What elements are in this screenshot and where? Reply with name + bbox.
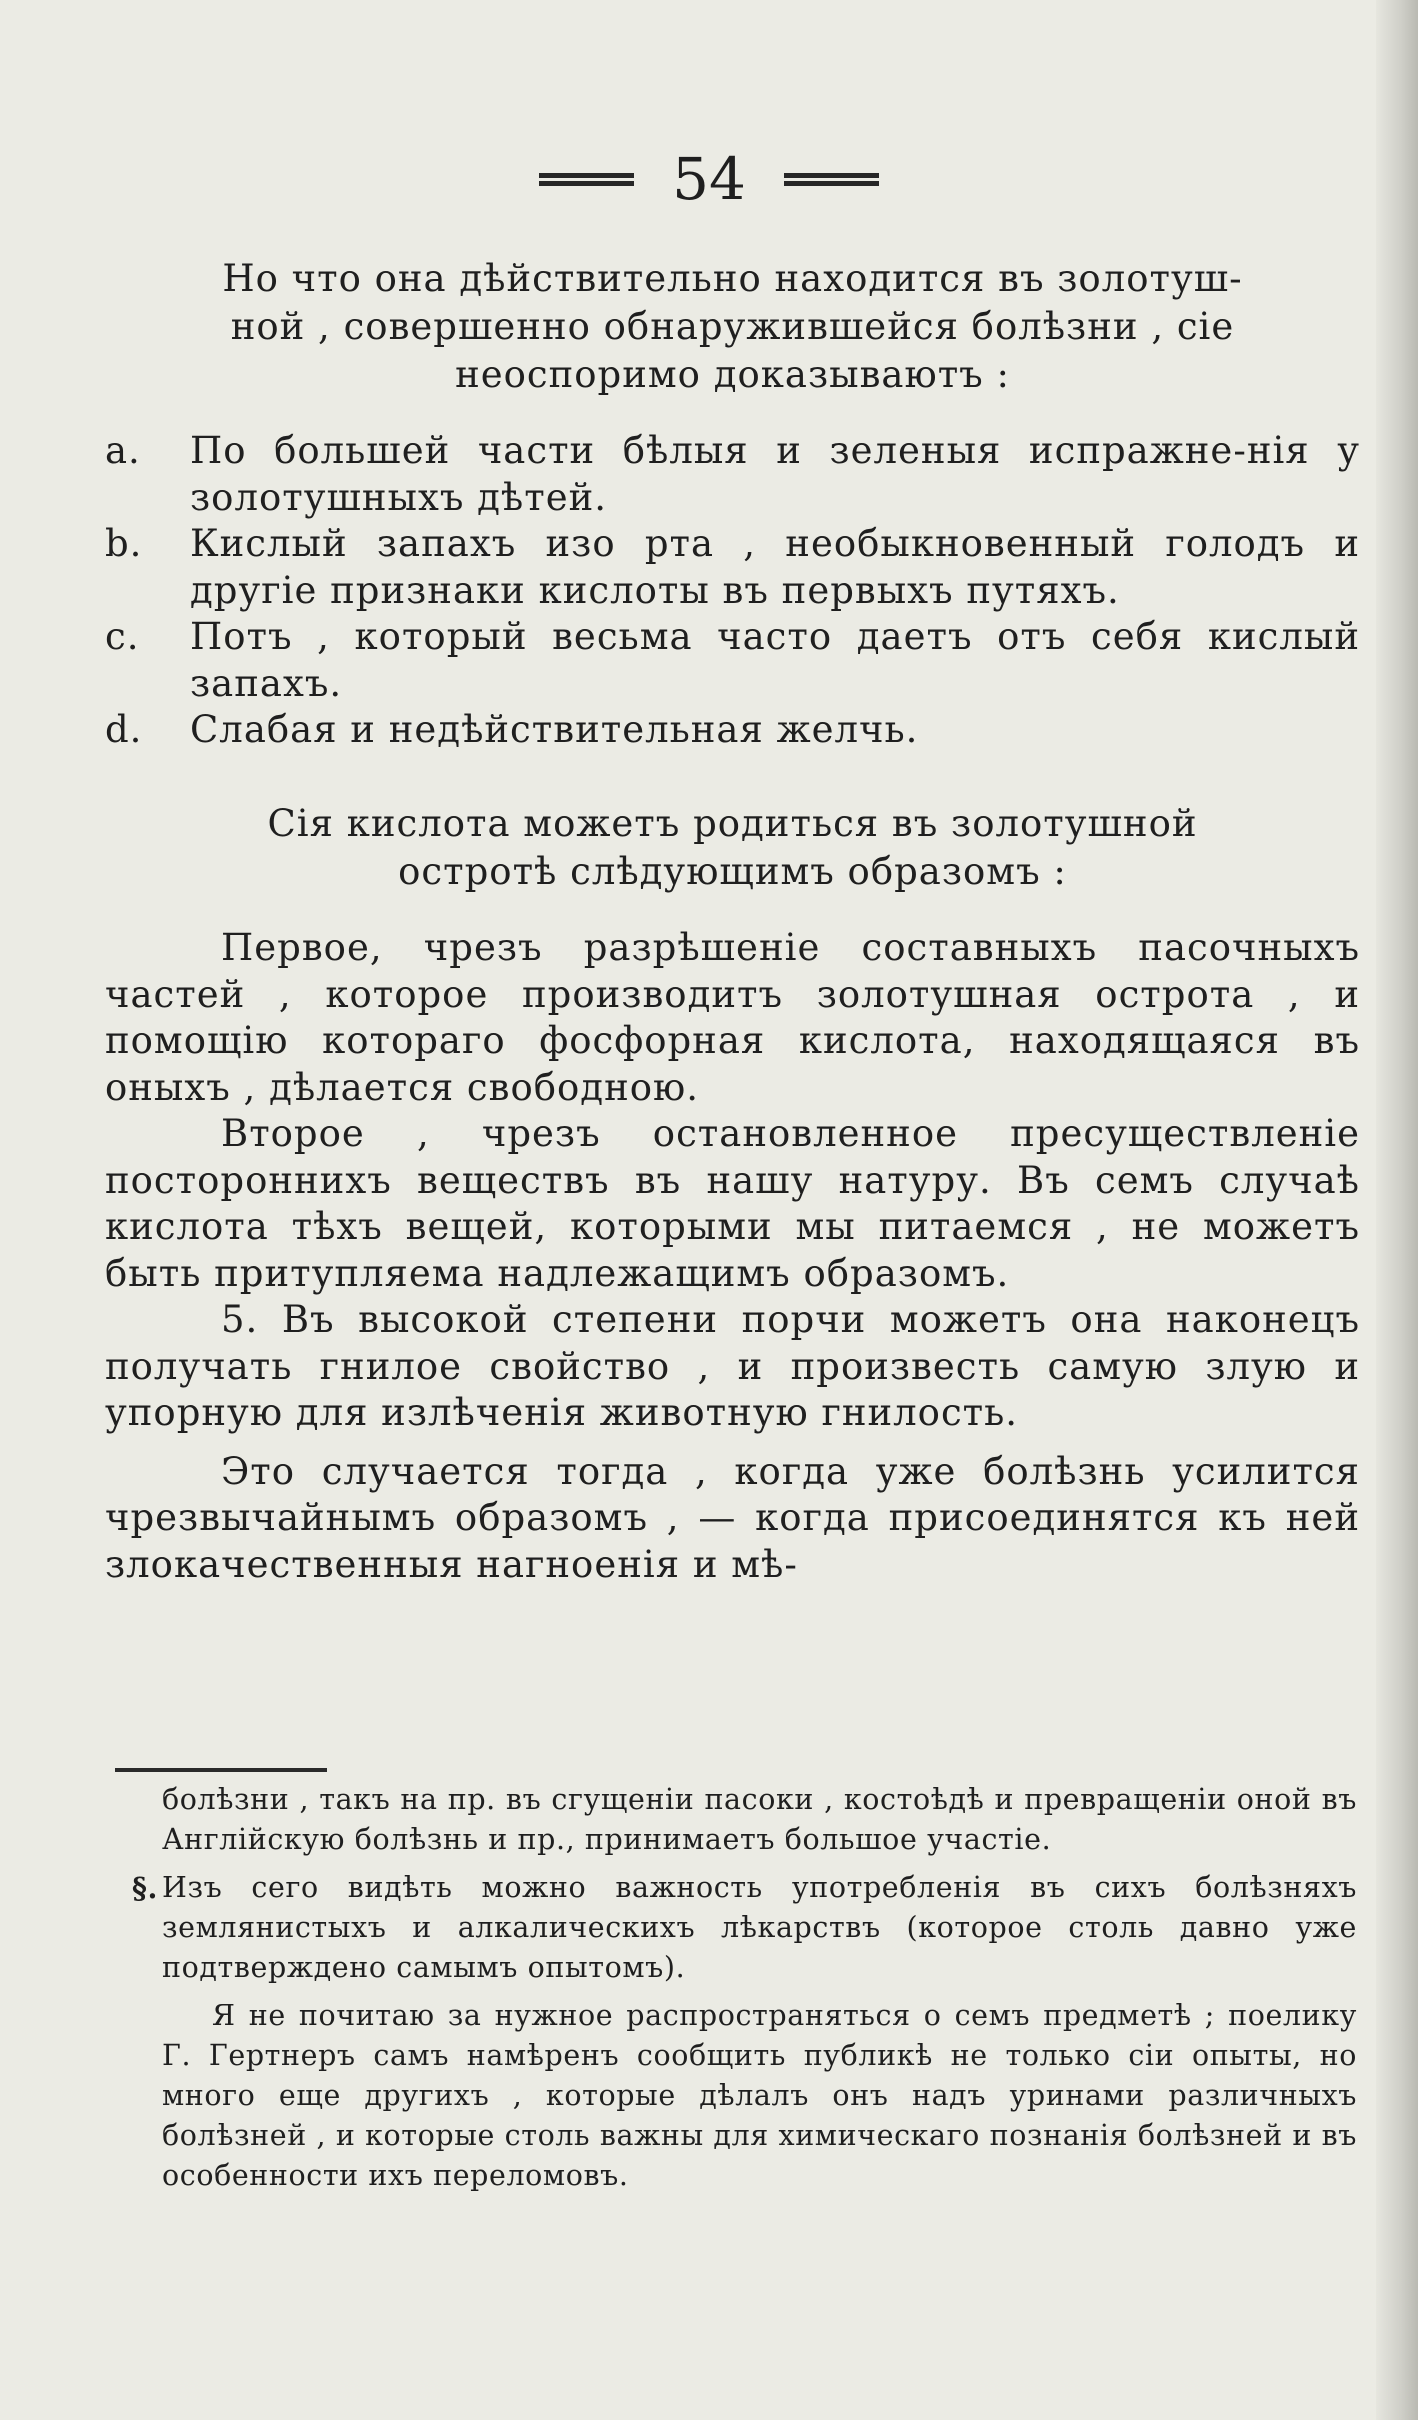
lead-line: ной , совершенно обнаружившейся болѣзни , сіе — [230, 305, 1235, 348]
list-marker: d. — [105, 708, 143, 751]
footnote-paragraph: Я не почитаю за нужное распространяться о семъ предметѣ ; поелику Г. Гертнеръ самъ намѣренъ сообщить публикѣ не только сіи опыты, но много еще другихъ , которые дѣлалъ онъ надъ уринами различныхъ болѣзней , и которые столь важны для химическаго познанія болѣзней и въ особенности ихъ переломовъ. — [162, 1999, 1357, 2192]
header-rule-right — [784, 173, 879, 186]
lead-line: Но что она дѣйствительно находится въ золотуш- — [222, 257, 1243, 300]
footnote-item — [132, 1868, 1357, 1988]
header-rule-left — [539, 173, 634, 186]
list-marker: b. — [105, 522, 143, 565]
list-item-text: Слабая и недѣйствительная желчь. — [190, 708, 919, 751]
lead-line: неоспоримо доказываютъ : — [455, 353, 1010, 396]
footnote-continuation: болѣзни , такъ на пр. въ сгущеніи пасоки , костоѣдѣ и превращеніи оной въ Англійскую болѣзнь и пр., принимаетъ большое участіе. — [162, 1783, 1357, 1856]
body-paragraph: Первое, чрезъ разрѣшеніе составныхъ пасочныхъ частей , которое производитъ золотушная острота , и помощію котораго фосфорная кислота, находящаяся въ оныхъ , дѣлается свободною. — [105, 926, 1360, 1109]
page-edge-shadow — [1376, 0, 1418, 2420]
footnote-rule — [115, 1768, 327, 1772]
list-item — [105, 707, 1360, 754]
section-intro-line: Сія кислота можетъ родиться въ золотушной — [267, 802, 1198, 845]
footnote-marker: §. — [132, 1871, 159, 1905]
footnotes — [132, 1780, 1357, 2196]
body-paragraph: 5. Въ высокой степени порчи можетъ она наконецъ получать гнилое свойство , и произвесть самую злую и упорную для излѣченія животную гнилость. — [105, 1298, 1360, 1434]
footnote-text: Изъ сего видѣть можно важность употребленія въ сихъ болѣзняхъ землянистыхъ и алкалическихъ лѣкарствъ (которое столь давно уже подтверждено самымъ опытомъ). — [162, 1871, 1357, 1984]
section-intro — [105, 800, 1360, 896]
list-item-text: Потъ , который весьма часто даетъ отъ себя кислый запахъ. — [190, 615, 1360, 705]
page-header — [0, 145, 1418, 213]
body-text — [105, 925, 1360, 1588]
page-number: 54 — [672, 145, 746, 213]
list-marker: c. — [105, 615, 140, 658]
list-item — [105, 614, 1360, 707]
body-paragraph: Это случается тогда , когда уже болѣзнь усилится чрезвычайнымъ образомъ , — когда присоединятся къ ней злокачественныя нагноенія и мѣ- — [105, 1449, 1360, 1586]
section-intro-line: остротѣ слѣдующимъ образомъ : — [398, 850, 1067, 893]
evidence-list — [105, 428, 1360, 754]
lead-paragraph — [105, 255, 1360, 399]
list-item-text: По большей части бѣлыя и зеленыя испражне-нія у золотушныхъ дѣтей. — [190, 429, 1360, 519]
list-marker: a. — [105, 429, 141, 472]
list-item — [105, 521, 1360, 614]
list-item — [105, 428, 1360, 521]
list-item-text: Кислый запахъ изо рта , необыкновенный голодъ и другіе признаки кислоты въ первыхъ путяхъ. — [190, 522, 1360, 612]
body-paragraph: Второе , чрезъ остановленное пресуществленіе постороннихъ веществъ въ нашу натуру. Въ семъ случаѣ кислота тѣхъ вещей, которыми мы питаемся , не можетъ быть притупляема надлежащимъ образомъ. — [105, 1112, 1360, 1295]
